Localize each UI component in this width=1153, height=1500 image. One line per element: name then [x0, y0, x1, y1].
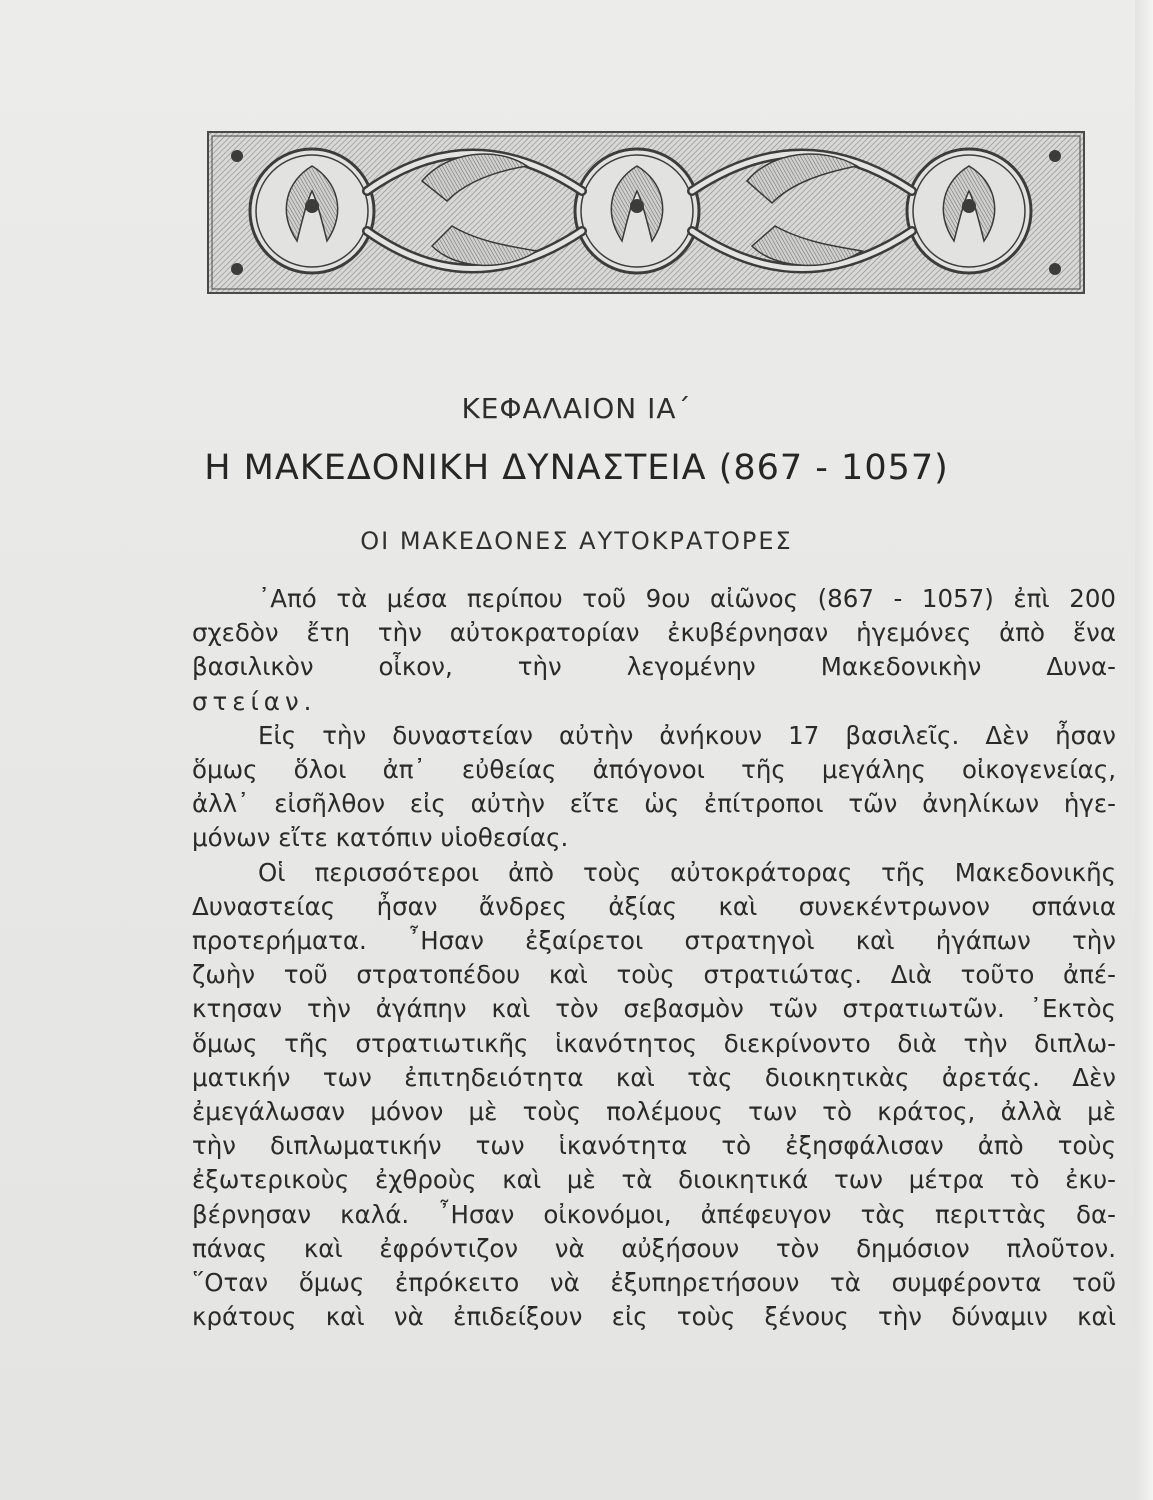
text-line: ἐξωτερικοὺς ἐχθροὺς καὶ μὲ τὰ διοικητικά των μέτρα τὸ ἐκυ-	[192, 1165, 1116, 1195]
text-line: Οἱ περισσότεροι ἀπὸ τοὺς αὐτοκράτορας τῆς Μακεδονικῆς	[258, 857, 1116, 887]
section-title: ΟΙ ΜΑΚΕΔΟΝΕΣ ΑΥΤΟΚΡΑΤΟΡΕΣ	[360, 527, 793, 555]
text-line: προτερήματα. ῏Ησαν ἐξαίρετοι στρατηγοὶ καὶ ἠγάπων τὴν	[192, 926, 1116, 956]
text-line: ματικήν των ἐπιτηδειότητα καὶ τὰς διοικητικὰς ἀρετάς. Δὲν	[192, 1062, 1116, 1092]
text-line: Δυναστείας ἦσαν ἄνδρες ἀξίας καὶ συνεκέντρωνον σπάνια	[192, 891, 1116, 921]
text-line: σχεδὸν ἔτη τὴν αὐτοκρατορίαν ἐκυβέρνησαν ἡγεμόνες ἀπὸ ἕνα	[192, 618, 1116, 648]
text-line: μόνων εἴτε κατόπιν υἱοθεσίας.	[192, 823, 569, 853]
text-line: κτησαν τὴν ἀγάπην καὶ τὸν σεβασμὸν τῶν στρατιωτῶν. ᾿Εκτὸς	[192, 994, 1116, 1024]
text-line: τὴν διπλωματικήν των ἱκανότητα τὸ ἐξησφάλισαν ἀπὸ τοὺς	[192, 1131, 1116, 1161]
text-line: στείαν.	[192, 686, 317, 716]
chapter-title: Η ΜΑΚΕΔΟΝΙΚΗ ΔΥΝΑΣΤΕΙΑ (867 - 1057)	[204, 448, 949, 488]
text-line: ὅμως ὅλοι ἀπ᾿ εὐθείας ἀπόγονοι τῆς μεγάλης οἰκογενείας,	[192, 755, 1116, 785]
ornamental-headpiece	[207, 131, 1085, 294]
text-line: ῞Οταν ὅμως ἐπρόκειτο νὰ ἐξυπηρετήσουν τὰ συμφέροντα τοῦ	[192, 1268, 1116, 1298]
text-line: ἐμεγάλωσαν μόνον μὲ τοὺς πολέμους των τὸ κράτος, ἀλλὰ μὲ	[192, 1097, 1116, 1127]
chapter-label: ΚΕΦΑΛΑΙΟΝ ΙΑ΄	[461, 392, 692, 425]
text-line: κράτους καὶ νὰ ἐπιδείξουν εἰς τοὺς ξένους τὴν δύναμιν καὶ	[192, 1302, 1116, 1332]
text-line: ἀλλ᾿ εἰσῆλθον εἰς αὐτὴν εἴτε ὡς ἐπίτροποι τῶν ἀνηλίκων ἡγε-	[192, 789, 1116, 819]
text-line: ᾿Από τὰ μέσα περίπου τοῦ 9ου αἰῶνος (867 - 1057) ἐπὶ 200	[258, 584, 1116, 613]
body-text	[192, 582, 1116, 1334]
text-line: πάνας καὶ ἐφρόντιζον νὰ αὐξήσουν τὸν δημόσιον πλοῦτον.	[192, 1233, 1116, 1263]
text-line: βασιλικὸν οἶκον, τὴν λεγομένην Μακεδονικὴν Δυνα-	[192, 652, 1116, 682]
page-edge	[1135, 0, 1153, 1500]
text-line: ὅμως τῆς στρατιωτικῆς ἱκανότητος διεκρίνοντο διὰ τὴν διπλω-	[192, 1028, 1116, 1058]
text-line: ζωὴν τοῦ στρατοπέδου καὶ τοὺς στρατιώτας. Διὰ τοῦτο ἀπέ-	[192, 960, 1116, 990]
text-line: βέρνησαν καλά. ῏Ησαν οἰκονόμοι, ἀπέφευγον τὰς περιττὰς δα-	[192, 1199, 1116, 1229]
text-line: Εἰς τὴν δυναστείαν αὐτὴν ἀνήκουν 17 βασιλεῖς. Δὲν ἦσαν	[258, 720, 1116, 750]
